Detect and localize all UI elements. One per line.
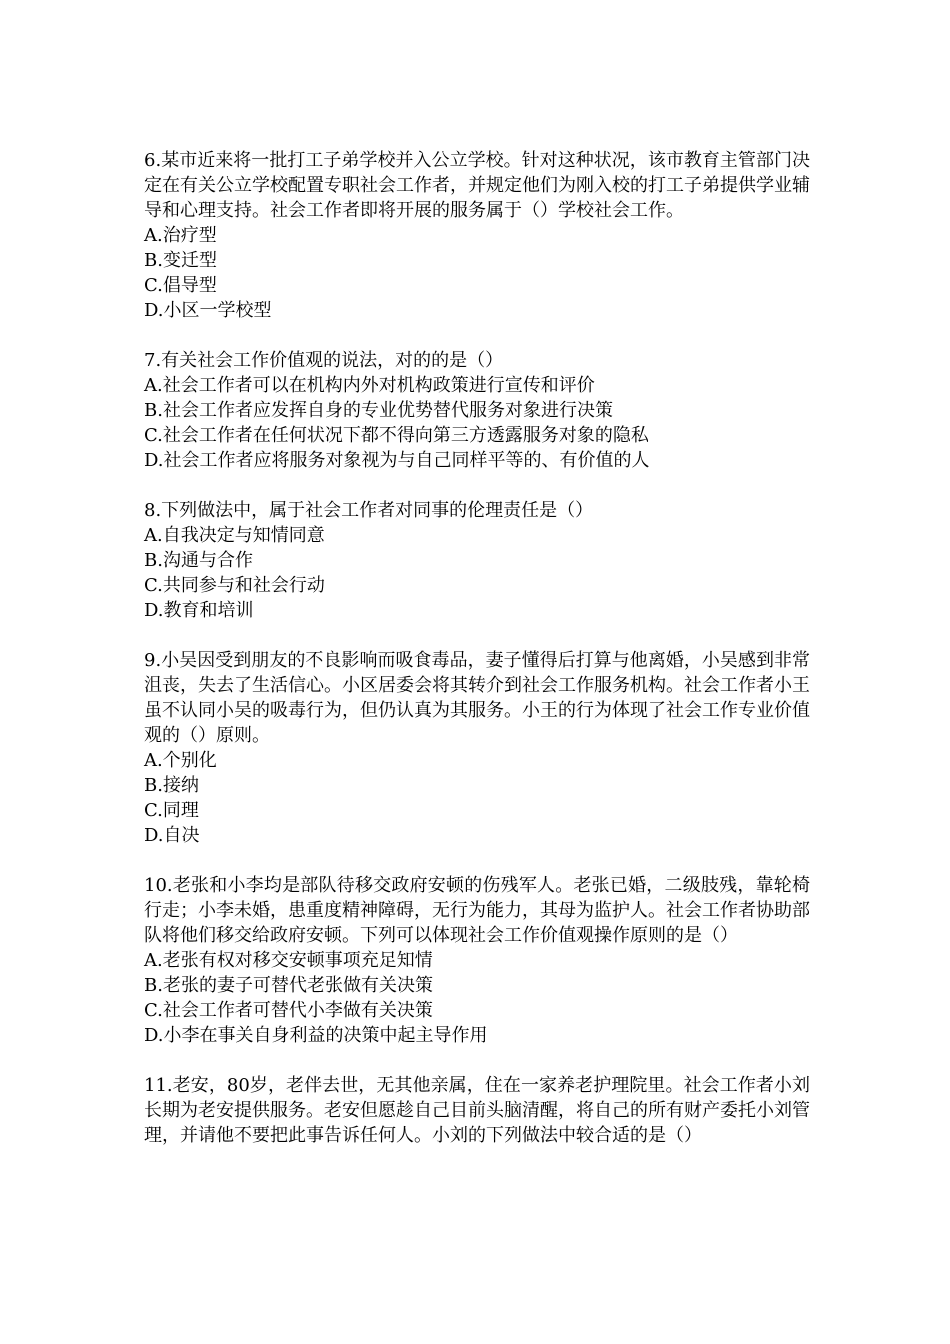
question-stem: 11.老安，80岁，老伴去世，无其他亲属，住在一家养老护理院里。社会工作者小刘长期为老安提供服务。老安但愿趁自己目前头脑清醒，将自己的所有财产委托小刘管理，并请他不要把此事告诉任何人。小刘的下列做法中较合适的是（） <box>144 1075 810 1146</box>
option-a: A.个别化 <box>144 750 217 771</box>
question-11 <box>144 1073 810 1148</box>
option-c: C.社会工作者在任何状况下都不得向第三方透露服务对象的隐私 <box>144 425 649 446</box>
option-list <box>144 223 810 323</box>
option-b: B.沟通与合作 <box>144 550 253 571</box>
question-7 <box>144 348 810 473</box>
option-c: C.倡导型 <box>144 275 217 296</box>
option-list <box>144 748 810 848</box>
option-c: C.同理 <box>144 800 199 821</box>
option-b: B.老张的妻子可替代老张做有关决策 <box>144 975 433 996</box>
option-c: C.共同参与和社会行动 <box>144 575 325 596</box>
question-9 <box>144 648 810 848</box>
option-d: D.自决 <box>144 825 200 846</box>
option-c: C.社会工作者可替代小李做有关决策 <box>144 1000 433 1021</box>
option-a: A.社会工作者可以在机构内外对机构政策进行宣传和评价 <box>144 375 595 396</box>
question-stem: 6.某市近来将一批打工子弟学校并入公立学校。针对这种状况，该市教育主管部门决定在有关公立学校配置专职社会工作者，并规定他们为刚入校的打工子弟提供学业辅导和心理支持。社会工作者即将开展的服务属于（）学校社会工作。 <box>144 150 810 221</box>
question-10 <box>144 873 810 1048</box>
question-stem: 7.有关社会工作价值观的说法，对的的是（） <box>144 350 504 371</box>
option-list <box>144 373 810 473</box>
question-6 <box>144 148 810 323</box>
option-d: D.小李在事关自身利益的决策中起主导作用 <box>144 1025 488 1046</box>
option-a: A.老张有权对移交安顿事项充足知情 <box>144 950 433 971</box>
option-a: A.自我决定与知情同意 <box>144 525 325 546</box>
option-d: D.社会工作者应将服务对象视为与自己同样平等的、有价值的人 <box>144 450 650 471</box>
option-d: D.小区一学校型 <box>144 300 272 321</box>
option-list <box>144 523 810 623</box>
option-list <box>144 948 810 1048</box>
option-a: A.治疗型 <box>144 225 217 246</box>
question-stem: 9.小吴因受到朋友的不良影响而吸食毒品，妻子懂得后打算与他离婚，小吴感到非常沮丧，失去了生活信心。小区居委会将其转介到社会工作服务机构。社会工作者小王虽不认同小吴的吸毒行为，但仍认真为其服务。小王的行为体现了社会工作专业价值观的（）原则。 <box>144 650 810 746</box>
question-8 <box>144 498 810 623</box>
question-stem: 10.老张和小李均是部队待移交政府安顿的伤残军人。老张已婚，二级肢残，靠轮椅行走；小李未婚，患重度精神障碍，无行为能力，其母为监护人。社会工作者协助部队将他们移交给政府安顿。下列可以体现社会工作价值观操作原则的是（） <box>144 875 810 946</box>
exam-page <box>144 148 810 1173</box>
option-b: B.接纳 <box>144 775 199 796</box>
question-stem: 8.下列做法中，属于社会工作者对同事的伦理责任是（） <box>144 500 594 521</box>
option-b: B.社会工作者应发挥自身的专业优势替代服务对象进行决策 <box>144 400 613 421</box>
option-b: B.变迁型 <box>144 250 217 271</box>
option-d: D.教育和培训 <box>144 600 254 621</box>
